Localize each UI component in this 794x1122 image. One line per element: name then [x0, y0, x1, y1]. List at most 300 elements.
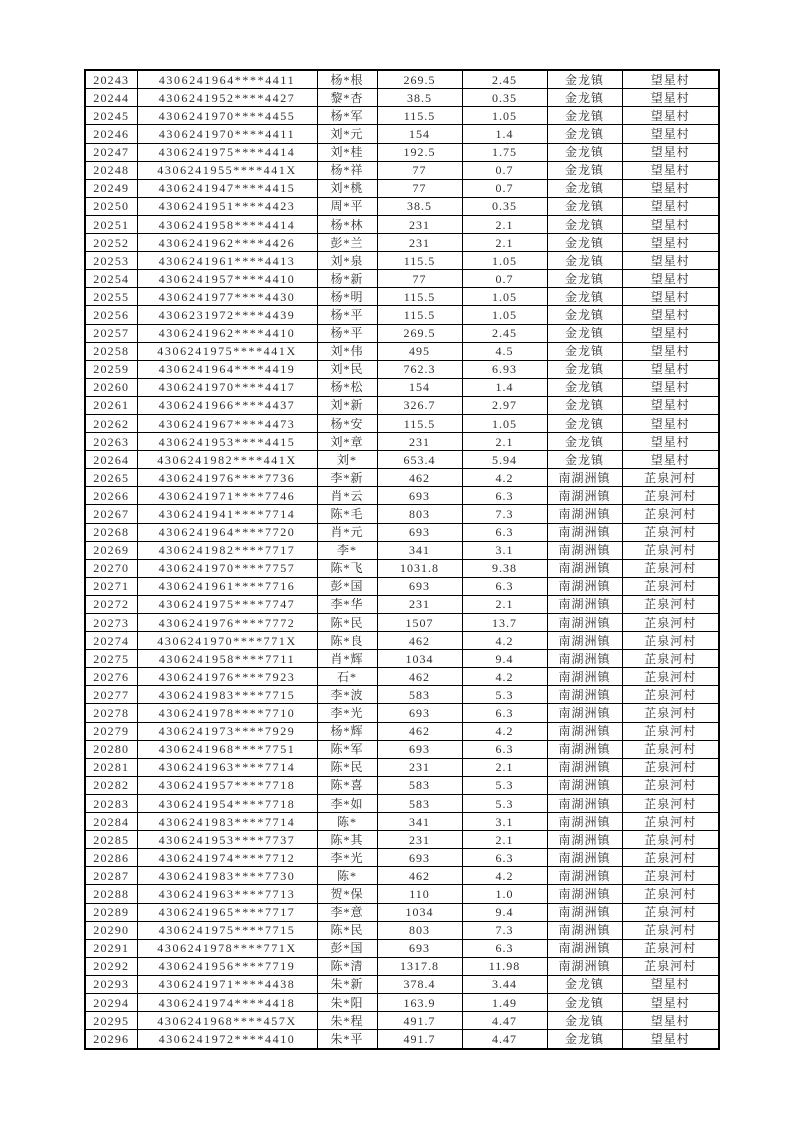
secondary-amount-cell: 3.44 — [462, 975, 547, 993]
id-cell: 4306241964****4419 — [137, 360, 317, 378]
id-cell: 4306241947****4415 — [137, 179, 317, 197]
table-row — [85, 342, 719, 360]
secondary-amount-cell: 0.7 — [462, 270, 547, 288]
name-cell: 朱*阳 — [317, 993, 377, 1011]
table-row — [85, 921, 719, 939]
id-cell: 4306241958****4414 — [137, 215, 317, 233]
town-cell: 金龙镇 — [547, 252, 622, 270]
seq-cell: 20253 — [85, 252, 137, 270]
village-cell: 芷泉河村 — [622, 577, 719, 595]
id-cell: 4306241970****4417 — [137, 378, 317, 396]
village-cell: 芷泉河村 — [622, 867, 719, 885]
table-row — [85, 722, 719, 740]
seq-cell: 20264 — [85, 451, 137, 469]
id-cell: 4306241956****7719 — [137, 957, 317, 975]
village-cell: 望星村 — [622, 306, 719, 324]
id-cell: 4306241978****7710 — [137, 704, 317, 722]
table-row — [85, 559, 719, 577]
town-cell: 金龙镇 — [547, 1030, 622, 1049]
id-cell: 4306241955****441X — [137, 161, 317, 179]
secondary-amount-cell: 6.93 — [462, 360, 547, 378]
name-cell: 杨*根 — [317, 70, 377, 89]
secondary-amount-cell: 1.05 — [462, 288, 547, 306]
name-cell: 杨*祥 — [317, 161, 377, 179]
amount-cell: 693 — [377, 704, 462, 722]
table-row — [85, 487, 719, 505]
name-cell: 李* — [317, 541, 377, 559]
seq-cell: 20295 — [85, 1012, 137, 1030]
seq-cell: 20283 — [85, 794, 137, 812]
amount-cell: 462 — [377, 469, 462, 487]
table-row — [85, 89, 719, 107]
village-cell: 望星村 — [622, 70, 719, 89]
town-cell: 金龙镇 — [547, 288, 622, 306]
id-cell: 4306241958****7711 — [137, 650, 317, 668]
secondary-amount-cell: 4.5 — [462, 342, 547, 360]
seq-cell: 20263 — [85, 433, 137, 451]
town-cell: 南湖洲镇 — [547, 541, 622, 559]
name-cell: 朱*新 — [317, 975, 377, 993]
village-cell: 望星村 — [622, 143, 719, 161]
name-cell: 李*光 — [317, 849, 377, 867]
town-cell: 金龙镇 — [547, 1012, 622, 1030]
village-cell: 芷泉河村 — [622, 541, 719, 559]
town-cell: 金龙镇 — [547, 215, 622, 233]
seq-cell: 20294 — [85, 993, 137, 1011]
town-cell: 南湖洲镇 — [547, 758, 622, 776]
secondary-amount-cell: 1.49 — [462, 993, 547, 1011]
secondary-amount-cell: 6.3 — [462, 849, 547, 867]
village-cell: 望星村 — [622, 396, 719, 414]
seq-cell: 20247 — [85, 143, 137, 161]
village-cell: 芷泉河村 — [622, 469, 719, 487]
amount-cell: 38.5 — [377, 197, 462, 215]
id-cell: 4306241982****7717 — [137, 541, 317, 559]
amount-cell: 231 — [377, 831, 462, 849]
seq-cell: 20282 — [85, 776, 137, 794]
amount-cell: 231 — [377, 595, 462, 613]
id-cell: 4306241970****4455 — [137, 107, 317, 125]
table-row — [85, 740, 719, 758]
seq-cell: 20281 — [85, 758, 137, 776]
id-cell: 4306241975****7747 — [137, 595, 317, 613]
name-cell: 刘*新 — [317, 396, 377, 414]
secondary-amount-cell: 4.2 — [462, 867, 547, 885]
seq-cell: 20280 — [85, 740, 137, 758]
town-cell: 南湖洲镇 — [547, 921, 622, 939]
seq-cell: 20293 — [85, 975, 137, 993]
table-row — [85, 776, 719, 794]
amount-cell: 231 — [377, 234, 462, 252]
name-cell: 黎*杏 — [317, 89, 377, 107]
seq-cell: 20269 — [85, 541, 137, 559]
table-row — [85, 867, 719, 885]
village-cell: 望星村 — [622, 433, 719, 451]
table-row — [85, 939, 719, 957]
name-cell: 陈*清 — [317, 957, 377, 975]
secondary-amount-cell: 6.3 — [462, 740, 547, 758]
town-cell: 南湖洲镇 — [547, 668, 622, 686]
secondary-amount-cell: 4.2 — [462, 632, 547, 650]
village-cell: 望星村 — [622, 360, 719, 378]
name-cell: 周*平 — [317, 197, 377, 215]
name-cell: 李*光 — [317, 704, 377, 722]
table-row — [85, 957, 719, 975]
table-row — [85, 668, 719, 686]
town-cell: 南湖洲镇 — [547, 595, 622, 613]
id-cell: 4306241965****7717 — [137, 903, 317, 921]
name-cell: 杨*新 — [317, 270, 377, 288]
village-cell: 望星村 — [622, 197, 719, 215]
table-row — [85, 378, 719, 396]
table-row — [85, 614, 719, 632]
id-cell: 4306241962****4410 — [137, 324, 317, 342]
name-cell: 杨*军 — [317, 107, 377, 125]
secondary-amount-cell: 1.4 — [462, 125, 547, 143]
table-body — [85, 70, 719, 1049]
village-cell: 望星村 — [622, 975, 719, 993]
secondary-amount-cell: 2.97 — [462, 396, 547, 414]
name-cell: 陈*飞 — [317, 559, 377, 577]
amount-cell: 341 — [377, 813, 462, 831]
amount-cell: 1507 — [377, 614, 462, 632]
seq-cell: 20286 — [85, 849, 137, 867]
table-row — [85, 360, 719, 378]
town-cell: 金龙镇 — [547, 975, 622, 993]
table-row — [85, 469, 719, 487]
id-cell: 4306241953****7737 — [137, 831, 317, 849]
name-cell: 杨*明 — [317, 288, 377, 306]
name-cell: 朱*平 — [317, 1030, 377, 1049]
name-cell: 刘*伟 — [317, 342, 377, 360]
seq-cell: 20296 — [85, 1030, 137, 1049]
village-cell: 望星村 — [622, 993, 719, 1011]
seq-cell: 20262 — [85, 414, 137, 432]
amount-cell: 583 — [377, 686, 462, 704]
amount-cell: 115.5 — [377, 306, 462, 324]
name-cell: 杨*辉 — [317, 722, 377, 740]
seq-cell: 20267 — [85, 505, 137, 523]
secondary-amount-cell: 5.3 — [462, 776, 547, 794]
seq-cell: 20249 — [85, 179, 137, 197]
name-cell: 李*如 — [317, 794, 377, 812]
village-cell: 芷泉河村 — [622, 813, 719, 831]
id-cell: 4306241970****771X — [137, 632, 317, 650]
town-cell: 南湖洲镇 — [547, 487, 622, 505]
amount-cell: 192.5 — [377, 143, 462, 161]
town-cell: 金龙镇 — [547, 89, 622, 107]
table-row — [85, 396, 719, 414]
id-cell: 4306241983****7730 — [137, 867, 317, 885]
village-cell: 望星村 — [622, 107, 719, 125]
town-cell: 金龙镇 — [547, 143, 622, 161]
seq-cell: 20244 — [85, 89, 137, 107]
secondary-amount-cell: 0.7 — [462, 161, 547, 179]
id-cell: 4306241974****4418 — [137, 993, 317, 1011]
village-cell: 芷泉河村 — [622, 650, 719, 668]
village-cell: 芷泉河村 — [622, 505, 719, 523]
town-cell: 金龙镇 — [547, 107, 622, 125]
name-cell: 贺*保 — [317, 885, 377, 903]
amount-cell: 231 — [377, 433, 462, 451]
amount-cell: 154 — [377, 378, 462, 396]
village-cell: 望星村 — [622, 451, 719, 469]
name-cell: 李*波 — [317, 686, 377, 704]
village-cell: 芷泉河村 — [622, 559, 719, 577]
amount-cell: 38.5 — [377, 89, 462, 107]
secondary-amount-cell: 2.1 — [462, 595, 547, 613]
amount-cell: 269.5 — [377, 324, 462, 342]
id-cell: 4306241953****4415 — [137, 433, 317, 451]
secondary-amount-cell: 1.4 — [462, 378, 547, 396]
seq-cell: 20272 — [85, 595, 137, 613]
secondary-amount-cell: 9.38 — [462, 559, 547, 577]
table-row — [85, 975, 719, 993]
village-cell: 芷泉河村 — [622, 704, 719, 722]
secondary-amount-cell: 11.98 — [462, 957, 547, 975]
village-cell: 芷泉河村 — [622, 939, 719, 957]
village-cell: 芷泉河村 — [622, 668, 719, 686]
name-cell: 陈*喜 — [317, 776, 377, 794]
table-row — [85, 70, 719, 89]
table-row — [85, 324, 719, 342]
seq-cell: 20278 — [85, 704, 137, 722]
name-cell: 杨*平 — [317, 324, 377, 342]
village-cell: 芷泉河村 — [622, 722, 719, 740]
table-row — [85, 523, 719, 541]
village-cell: 芷泉河村 — [622, 776, 719, 794]
name-cell: 彭*国 — [317, 577, 377, 595]
amount-cell: 115.5 — [377, 414, 462, 432]
village-cell: 望星村 — [622, 378, 719, 396]
table-row — [85, 125, 719, 143]
town-cell: 金龙镇 — [547, 324, 622, 342]
town-cell: 金龙镇 — [547, 270, 622, 288]
village-cell: 芷泉河村 — [622, 957, 719, 975]
village-cell: 望星村 — [622, 89, 719, 107]
town-cell: 南湖洲镇 — [547, 794, 622, 812]
town-cell: 南湖洲镇 — [547, 686, 622, 704]
seq-cell: 20245 — [85, 107, 137, 125]
id-cell: 4306241973****7929 — [137, 722, 317, 740]
table-row — [85, 161, 719, 179]
name-cell: 李*新 — [317, 469, 377, 487]
id-cell: 4306241968****7751 — [137, 740, 317, 758]
name-cell: 肖*辉 — [317, 650, 377, 668]
amount-cell: 462 — [377, 668, 462, 686]
secondary-amount-cell: 2.1 — [462, 758, 547, 776]
secondary-amount-cell: 0.7 — [462, 179, 547, 197]
village-cell: 芷泉河村 — [622, 849, 719, 867]
village-cell: 芷泉河村 — [622, 487, 719, 505]
secondary-amount-cell: 3.1 — [462, 541, 547, 559]
seq-cell: 20248 — [85, 161, 137, 179]
table-row — [85, 541, 719, 559]
amount-cell: 378.4 — [377, 975, 462, 993]
table-row — [85, 143, 719, 161]
seq-cell: 20268 — [85, 523, 137, 541]
seq-cell: 20284 — [85, 813, 137, 831]
id-cell: 4306241964****7720 — [137, 523, 317, 541]
name-cell: 肖*元 — [317, 523, 377, 541]
town-cell: 金龙镇 — [547, 396, 622, 414]
amount-cell: 110 — [377, 885, 462, 903]
id-cell: 4306241975****7715 — [137, 921, 317, 939]
name-cell: 石* — [317, 668, 377, 686]
id-cell: 4306241978****771X — [137, 939, 317, 957]
name-cell: 刘*桂 — [317, 143, 377, 161]
id-cell: 4306241954****7718 — [137, 794, 317, 812]
secondary-amount-cell: 2.45 — [462, 324, 547, 342]
town-cell: 金龙镇 — [547, 179, 622, 197]
amount-cell: 154 — [377, 125, 462, 143]
secondary-amount-cell: 4.47 — [462, 1030, 547, 1049]
table-row — [85, 505, 719, 523]
village-cell: 望星村 — [622, 1012, 719, 1030]
amount-cell: 495 — [377, 342, 462, 360]
amount-cell: 583 — [377, 776, 462, 794]
town-cell: 南湖洲镇 — [547, 831, 622, 849]
amount-cell: 326.7 — [377, 396, 462, 414]
id-cell: 4306241967****4473 — [137, 414, 317, 432]
id-cell: 4306241983****7715 — [137, 686, 317, 704]
seq-cell: 20243 — [85, 70, 137, 89]
seq-cell: 20271 — [85, 577, 137, 595]
name-cell: 陈*毛 — [317, 505, 377, 523]
table-row — [85, 885, 719, 903]
town-cell: 南湖洲镇 — [547, 577, 622, 595]
amount-cell: 115.5 — [377, 252, 462, 270]
secondary-amount-cell: 6.3 — [462, 523, 547, 541]
amount-cell: 462 — [377, 632, 462, 650]
seq-cell: 20250 — [85, 197, 137, 215]
seq-cell: 20276 — [85, 668, 137, 686]
id-cell: 4306241961****7716 — [137, 577, 317, 595]
seq-cell: 20257 — [85, 324, 137, 342]
village-cell: 望星村 — [622, 288, 719, 306]
seq-cell: 20260 — [85, 378, 137, 396]
amount-cell: 1031.8 — [377, 559, 462, 577]
table-row — [85, 433, 719, 451]
village-cell: 芷泉河村 — [622, 885, 719, 903]
name-cell: 陈*民 — [317, 758, 377, 776]
seq-cell: 20270 — [85, 559, 137, 577]
village-cell: 芷泉河村 — [622, 614, 719, 632]
id-cell: 4306231972****4439 — [137, 306, 317, 324]
id-cell: 4306241974****7712 — [137, 849, 317, 867]
village-cell: 望星村 — [622, 342, 719, 360]
name-cell: 杨*平 — [317, 306, 377, 324]
amount-cell: 462 — [377, 867, 462, 885]
seq-cell: 20254 — [85, 270, 137, 288]
town-cell: 南湖洲镇 — [547, 650, 622, 668]
seq-cell: 20275 — [85, 650, 137, 668]
town-cell: 南湖洲镇 — [547, 903, 622, 921]
town-cell: 南湖洲镇 — [547, 957, 622, 975]
table-row — [85, 903, 719, 921]
amount-cell: 341 — [377, 541, 462, 559]
village-cell: 望星村 — [622, 414, 719, 432]
secondary-amount-cell: 1.75 — [462, 143, 547, 161]
village-cell: 望星村 — [622, 215, 719, 233]
village-cell: 芷泉河村 — [622, 903, 719, 921]
town-cell: 南湖洲镇 — [547, 559, 622, 577]
seq-cell: 20290 — [85, 921, 137, 939]
amount-cell: 693 — [377, 939, 462, 957]
town-cell: 金龙镇 — [547, 161, 622, 179]
secondary-amount-cell: 6.3 — [462, 487, 547, 505]
name-cell: 刘*泉 — [317, 252, 377, 270]
id-cell: 4306241962****4426 — [137, 234, 317, 252]
id-cell: 4306241976****7736 — [137, 469, 317, 487]
table-row — [85, 632, 719, 650]
amount-cell: 115.5 — [377, 288, 462, 306]
amount-cell: 583 — [377, 794, 462, 812]
village-cell: 芷泉河村 — [622, 740, 719, 758]
amount-cell: 462 — [377, 722, 462, 740]
id-cell: 4306241976****7772 — [137, 614, 317, 632]
village-cell: 芷泉河村 — [622, 921, 719, 939]
table-row — [85, 1030, 719, 1049]
secondary-amount-cell: 1.05 — [462, 306, 547, 324]
seq-cell: 20273 — [85, 614, 137, 632]
table-row — [85, 993, 719, 1011]
seq-cell: 20291 — [85, 939, 137, 957]
name-cell: 彭*兰 — [317, 234, 377, 252]
id-cell: 4306241957****7718 — [137, 776, 317, 794]
amount-cell: 1034 — [377, 903, 462, 921]
village-cell: 芷泉河村 — [622, 758, 719, 776]
village-cell: 望星村 — [622, 161, 719, 179]
seq-cell: 20285 — [85, 831, 137, 849]
id-cell: 4306241976****7923 — [137, 668, 317, 686]
seq-cell: 20258 — [85, 342, 137, 360]
secondary-amount-cell: 5.3 — [462, 686, 547, 704]
name-cell: 刘*民 — [317, 360, 377, 378]
amount-cell: 693 — [377, 487, 462, 505]
name-cell: 陈*军 — [317, 740, 377, 758]
village-cell: 芷泉河村 — [622, 686, 719, 704]
amount-cell: 693 — [377, 577, 462, 595]
village-cell: 芷泉河村 — [622, 523, 719, 541]
name-cell: 刘*元 — [317, 125, 377, 143]
name-cell: 刘* — [317, 451, 377, 469]
secondary-amount-cell: 4.2 — [462, 722, 547, 740]
amount-cell: 231 — [377, 758, 462, 776]
id-cell: 4306241982****441X — [137, 451, 317, 469]
amount-cell: 269.5 — [377, 70, 462, 89]
id-cell: 4306241971****7746 — [137, 487, 317, 505]
amount-cell: 653.4 — [377, 451, 462, 469]
records-table — [84, 69, 720, 1050]
amount-cell: 803 — [377, 921, 462, 939]
name-cell: 杨*松 — [317, 378, 377, 396]
name-cell: 彭*国 — [317, 939, 377, 957]
secondary-amount-cell: 4.2 — [462, 469, 547, 487]
id-cell: 4306241970****4411 — [137, 125, 317, 143]
id-cell: 4306241963****7714 — [137, 758, 317, 776]
village-cell: 望星村 — [622, 1030, 719, 1049]
secondary-amount-cell: 0.35 — [462, 89, 547, 107]
table-row — [85, 704, 719, 722]
table-row — [85, 270, 719, 288]
name-cell: 刘*桃 — [317, 179, 377, 197]
secondary-amount-cell: 2.1 — [462, 831, 547, 849]
seq-cell: 20246 — [85, 125, 137, 143]
town-cell: 南湖洲镇 — [547, 740, 622, 758]
secondary-amount-cell: 2.1 — [462, 433, 547, 451]
seq-cell: 20279 — [85, 722, 137, 740]
